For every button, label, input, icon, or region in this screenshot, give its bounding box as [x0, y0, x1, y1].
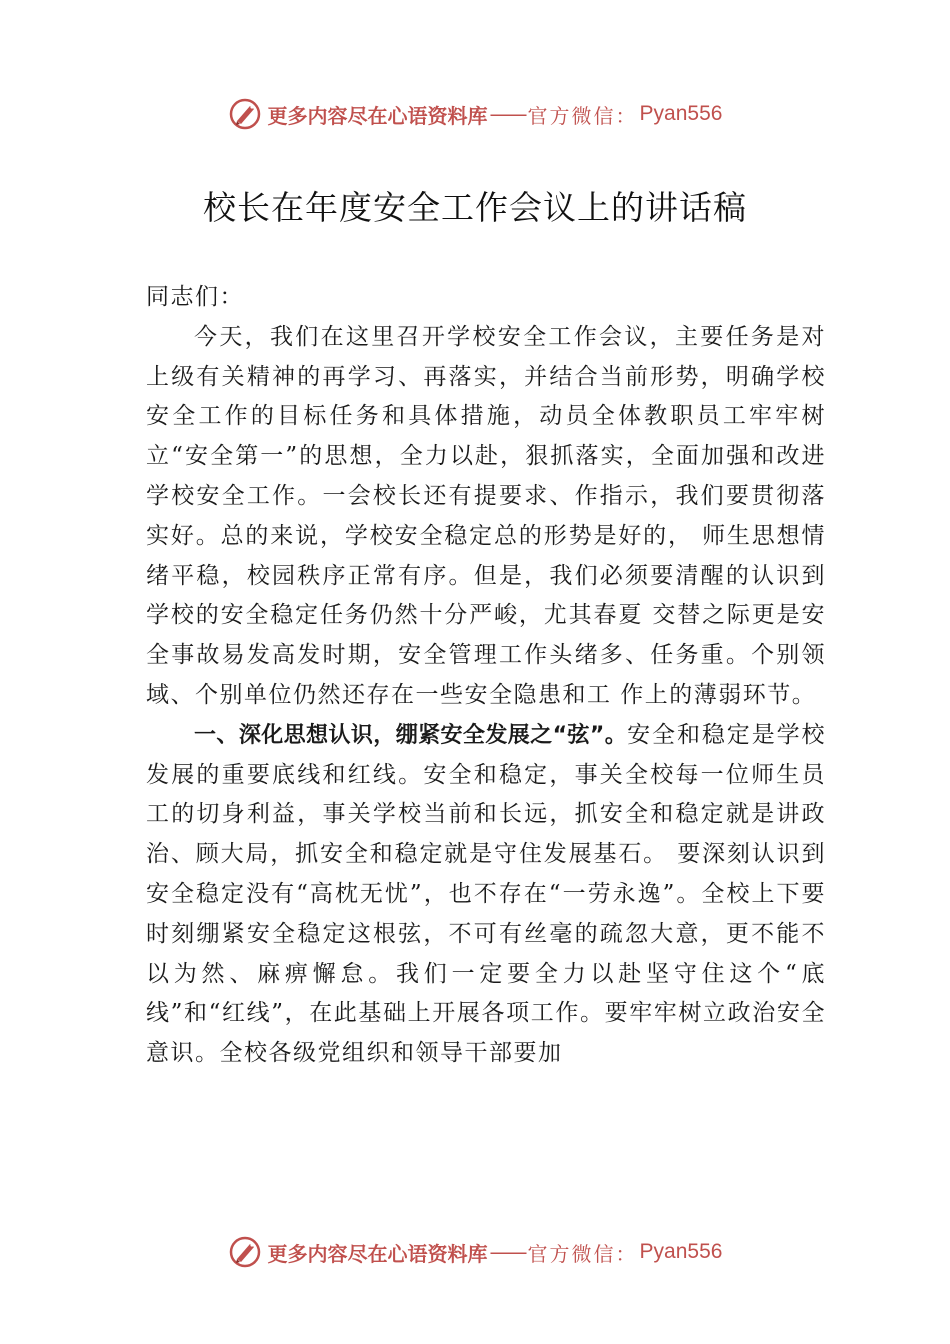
banner-separator: —— — [489, 102, 526, 126]
header-watermark-banner — [0, 94, 950, 134]
pen-logo-icon — [228, 1235, 262, 1269]
section1-body: 安全和稳定是学校发展的重要底线和红线。安全和稳定，事关全校每一位师生员工的切身利益，事关学校当前和长远，抓安全和稳定就是讲政治、顾大局，抓安全和稳定就是守住发展基石。 要深刻认识到安全稳定没有“高枕无忧”，也不存在“一劳永逸”。全校上下要时刻绷紧安全稳定这根弦，不可有丝毫的疏忽大意，更不能不以为然、麻痹懈怠。我们一定要全力以赴坚守住这个“底线”和“红线”，在此基础上开展各项工作。要牢牢树立政治安全意识。全校各级党组织和领导干部要加 — [146, 721, 827, 1067]
banner-wechat-id: Pyan556 — [639, 102, 723, 125]
salutation: 同志们： — [146, 284, 244, 310]
section1-paragraph — [146, 716, 826, 1074]
banner-text: 更多内容尽在心语资料库 — [267, 1241, 488, 1266]
document-title: 校长在年度安全工作会议上的讲话稿 — [203, 188, 747, 227]
section1-heading: 一、深化思想认识，绷紧安全发展之“弦”。 — [194, 722, 628, 748]
banner-separator: —— — [489, 1240, 526, 1264]
footer-watermark-banner — [0, 1232, 950, 1272]
pen-logo-icon — [228, 97, 262, 131]
document-body — [146, 278, 826, 1074]
banner-wechat-id: Pyan556 — [639, 1240, 723, 1263]
banner-text: 更多内容尽在心语资料库 — [267, 103, 488, 128]
intro-paragraph: 今天，我们在这里召开学校安全工作会议，主要任务是对上级有关精神的再学习、再落实，并结合当前形势，明确学校安全工作的目标任务和具体措施，动员全体教职员工牢牢树立“安全第一”的思想，全力以赴，狠抓落实，全面加强和改进学校安全工作。一会校长还有提要求、作指示，我们要贯彻落实好。总的来说，学校安全稳定总的形势是好的， 师生思想情绪平稳，校园秩序正常有序。但是，我们必须要清醒的认识到学校的安全稳定任务仍然十分严峻，尤其春夏 交替之际更是安全事故易发高发时期，安全管理工作头绪多、任务重。个别领域、个别单位仍然还存在一些安全隐患和工 作上的薄弱环节。 — [146, 323, 826, 708]
banner-wechat-label: 官方微信： — [527, 1241, 638, 1266]
banner-wechat-label: 官方微信： — [527, 103, 638, 128]
